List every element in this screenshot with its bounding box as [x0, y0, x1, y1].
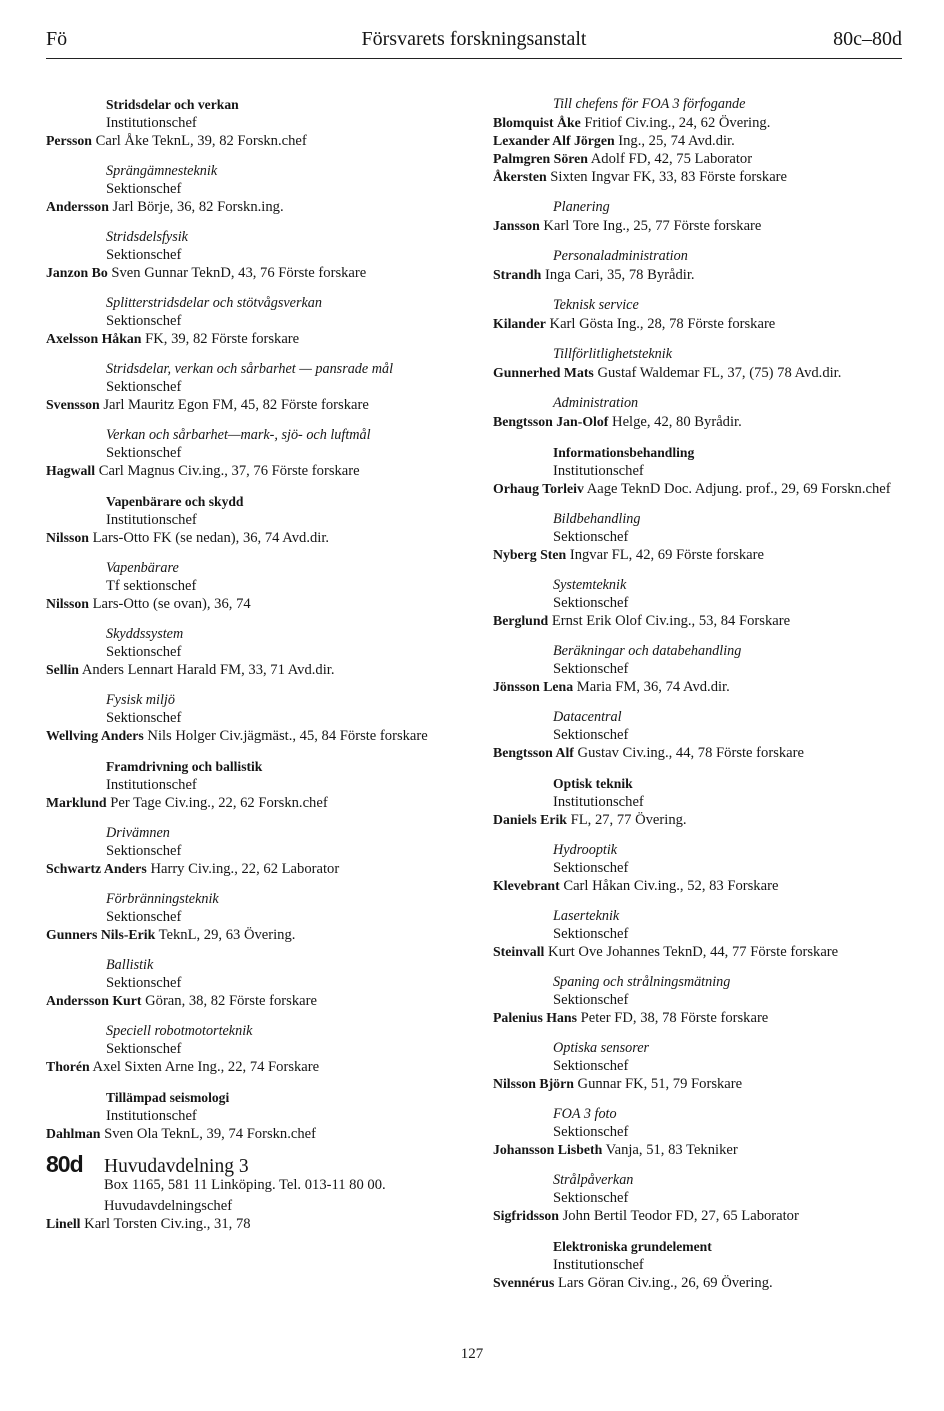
role-title: Sektionschef — [553, 860, 629, 876]
section-heading: Bildbehandling — [553, 511, 641, 527]
section-heading: Laserteknik — [553, 908, 620, 924]
person-surname: Strandh — [493, 267, 542, 282]
person-details: Karl Torsten Civ.ing., 31, 78 — [80, 1216, 251, 1232]
role-title: Sektionschef — [106, 975, 182, 991]
person-surname: Hagwall — [46, 463, 96, 478]
person-details: Harry Civ.ing., 22, 62 Laborator — [146, 861, 340, 877]
directory-section — [46, 427, 464, 480]
person-entry — [46, 860, 464, 878]
person-entry — [46, 992, 464, 1010]
left-column — [46, 96, 464, 1233]
directory-section — [493, 775, 905, 829]
person-entry — [46, 132, 464, 150]
person-entry — [493, 1075, 905, 1093]
person-details: Anders Lennart Harald FM, 33, 71 Avd.dir. — [78, 662, 335, 678]
directory-section — [46, 891, 464, 944]
role-title: Sektionschef — [553, 1058, 629, 1074]
directory-section — [46, 758, 464, 812]
section-heading: Stridsdelar, verkan och sårbarhet — pansrade mål — [106, 361, 394, 377]
directory-section — [493, 199, 905, 235]
person-surname: Bengtsson Alf — [493, 745, 574, 760]
person-details: John Bertil Teodor FD, 27, 65 Laborator — [558, 1208, 799, 1224]
person-details: FL, 27, 77 Övering. — [566, 812, 687, 828]
section-heading: Stridsdelsfysik — [106, 229, 188, 245]
person-details: Jarl Börje, 36, 82 Forskn.ing. — [108, 199, 284, 215]
person-details: Lars-Otto (se ovan), 36, 74 — [88, 596, 251, 612]
person-entry — [493, 114, 905, 132]
person-entry — [46, 198, 464, 216]
person-details: Lars-Otto FK (se nedan), 36, 74 Avd.dir. — [88, 530, 330, 546]
directory-section — [493, 511, 905, 564]
division-block — [46, 1151, 464, 1233]
person-details: Ingvar FL, 42, 69 Förste forskare — [566, 547, 764, 563]
section-heading: Spaning och strålningsmätning — [553, 974, 731, 990]
page-number: 127 — [460, 1346, 484, 1362]
person-details: Adolf FD, 42, 75 Laborator — [587, 151, 753, 167]
section-heading: Stridsdelar och verkan — [106, 97, 239, 112]
division-heading — [46, 1151, 464, 1177]
person-details: FK, 39, 82 Förste forskare — [141, 331, 300, 347]
person-entry — [46, 330, 464, 348]
directory-section — [46, 493, 464, 547]
person-details: Gunnar FK, 51, 79 Forskare — [573, 1076, 743, 1092]
person-entry — [493, 546, 905, 564]
role-title: Sektionschef — [553, 529, 629, 545]
person-surname: Palenius Hans — [493, 1010, 577, 1025]
person-entry — [493, 132, 905, 150]
header-section-code: Fö — [46, 28, 68, 50]
person-surname: Jansson — [493, 218, 540, 233]
section-heading: Speciell robotmotorteknik — [106, 1023, 253, 1039]
section-heading: Splitterstridsdelar och stötvågsverkan — [106, 295, 322, 311]
role-title: Sektionschef — [106, 710, 182, 726]
directory-section — [493, 444, 905, 498]
directory-section — [493, 908, 905, 961]
person-surname: Lexander Alf Jörgen — [493, 133, 615, 148]
person-surname: Orhaug Torleiv — [493, 481, 584, 496]
role-title: Institutionschef — [106, 512, 197, 528]
person-details: Aage TeknD Doc. Adjung. prof., 29, 69 Forskn.chef — [583, 481, 891, 497]
directory-section — [493, 1106, 905, 1159]
directory-section — [46, 626, 464, 679]
directory-section — [46, 1089, 464, 1143]
person-entry — [493, 612, 905, 630]
section-heading: Tillförlitlighetsteknik — [553, 346, 673, 362]
section-heading: Tillämpad seismologi — [106, 1090, 230, 1105]
section-heading: Administration — [553, 395, 639, 411]
role-title: Sektionschef — [106, 379, 182, 395]
person-details: Göran, 38, 82 Förste forskare — [141, 993, 317, 1009]
person-entry — [493, 480, 905, 498]
role-title: Sektionschef — [553, 595, 629, 611]
section-heading: Teknisk service — [553, 297, 639, 313]
person-details: Gustaf Waldemar FL, 37, (75) 78 Avd.dir. — [593, 365, 842, 381]
role-title: Institutionschef — [106, 1108, 197, 1124]
person-entry — [493, 1207, 905, 1225]
role-title: Institutionschef — [106, 115, 197, 131]
division-address: Box 1165, 581 11 Linköping. Tel. 013-11 80 00. — [104, 1177, 386, 1193]
role-title: Institutionschef — [106, 777, 197, 793]
person-details: TeknL, 29, 63 Övering. — [155, 927, 296, 943]
person-surname: Nyberg Sten — [493, 547, 567, 562]
person-surname: Wellving Anders — [46, 728, 144, 743]
role-title: Institutionschef — [553, 463, 644, 479]
person-entry — [46, 1215, 464, 1233]
directory-section — [493, 842, 905, 895]
section-heading: Verkan och sårbarhet—mark-, sjö- och luftmål — [106, 427, 371, 443]
person-details: Karl Tore Ing., 25, 77 Förste forskare — [539, 218, 762, 234]
person-entry — [493, 1274, 905, 1292]
page-header — [46, 28, 902, 59]
person-surname: Marklund — [46, 795, 107, 810]
person-entry — [46, 1125, 464, 1143]
directory-section — [493, 1238, 905, 1292]
person-details: Helge, 42, 80 Byrådir. — [608, 414, 742, 430]
role-title: Sektionschef — [553, 992, 629, 1008]
section-heading: Hydrooptik — [553, 842, 618, 858]
person-surname: Janzon Bo — [46, 265, 108, 280]
person-surname: Sellin — [46, 662, 79, 677]
person-details: Gustav Civ.ing., 44, 78 Förste forskare — [573, 745, 804, 761]
person-details: Axel Sixten Arne Ing., 22, 74 Forskare — [89, 1059, 320, 1075]
section-heading: Datacentral — [553, 709, 622, 725]
person-surname: Daniels Erik — [493, 812, 567, 827]
division-code: 80d — [46, 1151, 83, 1177]
person-details: Karl Gösta Ing., 28, 78 Förste forskare — [545, 316, 776, 332]
person-details: Jarl Mauritz Egon FM, 45, 82 Förste forskare — [99, 397, 369, 413]
section-heading: Systemteknik — [553, 577, 627, 593]
directory-section — [493, 1040, 905, 1093]
person-details: Inga Cari, 35, 78 Byrådir. — [541, 267, 695, 283]
division-entry-wrap — [46, 1215, 464, 1233]
person-surname: Linell — [46, 1216, 81, 1231]
section-heading: Framdrivning och ballistik — [106, 759, 263, 774]
person-entry — [493, 168, 905, 186]
directory-section — [46, 295, 464, 348]
person-surname: Schwartz Anders — [46, 861, 147, 876]
role-title: Institutionschef — [553, 794, 644, 810]
directory-section — [493, 577, 905, 630]
section-heading: Elektroniska grundelement — [553, 1239, 712, 1254]
section-heading: Optiska sensorer — [553, 1040, 650, 1056]
person-entry — [493, 744, 905, 762]
person-entry — [46, 396, 464, 414]
person-surname: Åkersten — [493, 169, 547, 184]
section-heading: Sprängämnesteknik — [106, 163, 218, 179]
section-heading: Fysisk miljö — [106, 692, 175, 708]
section-heading: Optisk teknik — [553, 776, 633, 791]
person-entry — [46, 264, 464, 282]
directory-section — [493, 709, 905, 762]
person-details: Carl Åke TeknL, 39, 82 Forskn.chef — [92, 133, 307, 149]
person-surname: Johansson Lisbeth — [493, 1142, 603, 1157]
person-details: Per Tage Civ.ing., 22, 62 Forskn.chef — [106, 795, 328, 811]
directory-section — [493, 974, 905, 1027]
person-details: Sven Ola TeknL, 39, 74 Forskn.chef — [100, 1126, 316, 1142]
role-title: Sektionschef — [106, 247, 182, 263]
person-entry — [46, 595, 464, 613]
section-heading: Till chefens för FOA 3 förfogande — [553, 96, 746, 112]
person-surname: Nilsson — [46, 530, 89, 545]
person-entry — [46, 529, 464, 547]
person-surname: Thorén — [46, 1059, 90, 1074]
section-heading: Beräkningar och databehandling — [553, 643, 742, 659]
role-title: Sektionschef — [106, 313, 182, 329]
person-surname: Jönsson Lena — [493, 679, 574, 694]
person-details: Sixten Ingvar FK, 33, 83 Förste forskare — [546, 169, 788, 185]
person-entry — [493, 413, 905, 431]
role-title: Sektionschef — [553, 926, 629, 942]
division-title: Huvudavdelning 3 — [104, 1156, 249, 1177]
role-title: Sektionschef — [553, 1124, 629, 1140]
person-entry — [493, 877, 905, 895]
person-entry — [46, 462, 464, 480]
person-entry — [46, 661, 464, 679]
role-title: Sektionschef — [106, 843, 182, 859]
directory-section — [46, 825, 464, 878]
person-details: Fritiof Civ.ing., 24, 62 Övering. — [580, 115, 771, 131]
person-surname: Blomquist Åke — [493, 115, 581, 130]
role-title: Sektionschef — [106, 1041, 182, 1057]
person-surname: Andersson — [46, 199, 109, 214]
person-surname: Nilsson — [46, 596, 89, 611]
person-entry — [493, 217, 905, 235]
person-entry — [493, 1009, 905, 1027]
role-title: Institutionschef — [553, 1257, 644, 1273]
header-page-range: 80c–80d — [833, 28, 902, 50]
person-surname: Klevebrant — [493, 878, 560, 893]
section-heading: Vapenbärare — [106, 560, 179, 576]
person-surname: Andersson Kurt — [46, 993, 142, 1008]
person-surname: Berglund — [493, 613, 549, 628]
role-title: Sektionschef — [553, 727, 629, 743]
person-surname: Gunnerhed Mats — [493, 365, 594, 380]
role-title: Tf sektionschef — [106, 578, 197, 594]
role-title: Sektionschef — [553, 1190, 629, 1206]
directory-section — [46, 692, 464, 745]
section-heading: Vapenbärare och skydd — [106, 494, 244, 509]
section-heading: Skyddssystem — [106, 626, 184, 642]
person-surname: Steinvall — [493, 944, 545, 959]
person-surname: Bengtsson Jan-Olof — [493, 414, 609, 429]
directory-section — [493, 1172, 905, 1225]
person-surname: Sigfridsson — [493, 1208, 559, 1223]
person-entry — [493, 1141, 905, 1159]
section-heading: Personaladministration — [553, 248, 688, 264]
right-column — [493, 96, 905, 1305]
directory-section — [46, 229, 464, 282]
role-title: Sektionschef — [106, 181, 182, 197]
person-entry — [46, 926, 464, 944]
person-details: Carl Magnus Civ.ing., 37, 76 Förste forskare — [95, 463, 360, 479]
directory-section — [46, 957, 464, 1010]
person-details: Maria FM, 36, 74 Avd.dir. — [573, 679, 730, 695]
person-details: Ing., 25, 74 Avd.dir. — [614, 133, 735, 149]
person-entry — [493, 811, 905, 829]
directory-section — [46, 361, 464, 414]
person-surname: Svensson — [46, 397, 100, 412]
division-role: Huvudavdelningschef — [104, 1198, 233, 1214]
person-entry — [493, 364, 905, 382]
person-entry — [493, 678, 905, 696]
header-title: Försvarets forskningsanstalt — [361, 28, 587, 50]
person-details: Carl Håkan Civ.ing., 52, 83 Forskare — [559, 878, 779, 894]
section-heading: FOA 3 foto — [553, 1106, 617, 1122]
person-details: Peter FD, 38, 78 Förste forskare — [576, 1010, 769, 1026]
person-details: Ernst Erik Olof Civ.ing., 53, 84 Forskare — [548, 613, 791, 629]
person-entry — [493, 266, 905, 284]
directory-section — [493, 297, 905, 333]
section-heading: Informationsbehandling — [553, 445, 695, 460]
person-entry — [46, 727, 464, 745]
person-surname: Dahlman — [46, 1126, 101, 1141]
person-surname: Gunners Nils-Erik — [46, 927, 156, 942]
directory-section — [493, 96, 905, 186]
section-heading: Förbränningsteknik — [106, 891, 219, 907]
role-title: Sektionschef — [553, 661, 629, 677]
person-surname: Axelsson Håkan — [46, 331, 142, 346]
directory-section — [46, 96, 464, 150]
directory-section — [46, 560, 464, 613]
directory-section — [46, 163, 464, 216]
role-title: Sektionschef — [106, 909, 182, 925]
person-surname: Kilander — [493, 316, 546, 331]
directory-section — [493, 346, 905, 382]
person-details: Kurt Ove Johannes TeknD, 44, 77 Förste forskare — [544, 944, 839, 960]
directory-section — [493, 643, 905, 696]
directory-section — [493, 395, 905, 431]
person-surname: Persson — [46, 133, 92, 148]
person-details: Vanja, 51, 83 Tekniker — [602, 1142, 738, 1158]
person-entry — [493, 315, 905, 333]
person-surname: Palmgren Sören — [493, 151, 588, 166]
section-heading: Planering — [553, 199, 610, 215]
section-heading: Drivämnen — [106, 825, 170, 841]
person-details: Lars Göran Civ.ing., 26, 69 Övering. — [554, 1275, 773, 1291]
section-heading: Strålpåverkan — [553, 1172, 634, 1188]
person-details: Sven Gunnar TeknD, 43, 76 Förste forskare — [107, 265, 367, 281]
person-entry — [46, 794, 464, 812]
person-surname: Svennérus — [493, 1275, 555, 1290]
person-surname: Nilsson Björn — [493, 1076, 574, 1091]
section-heading: Ballistik — [106, 957, 154, 973]
directory-section — [493, 248, 905, 284]
person-entry — [46, 1058, 464, 1076]
person-details: Nils Holger Civ.jägmäst., 45, 84 Förste forskare — [143, 728, 428, 744]
role-title: Sektionschef — [106, 445, 182, 461]
directory-section — [46, 1023, 464, 1076]
person-entry — [493, 943, 905, 961]
role-title: Sektionschef — [106, 644, 182, 660]
person-entry — [493, 150, 905, 168]
